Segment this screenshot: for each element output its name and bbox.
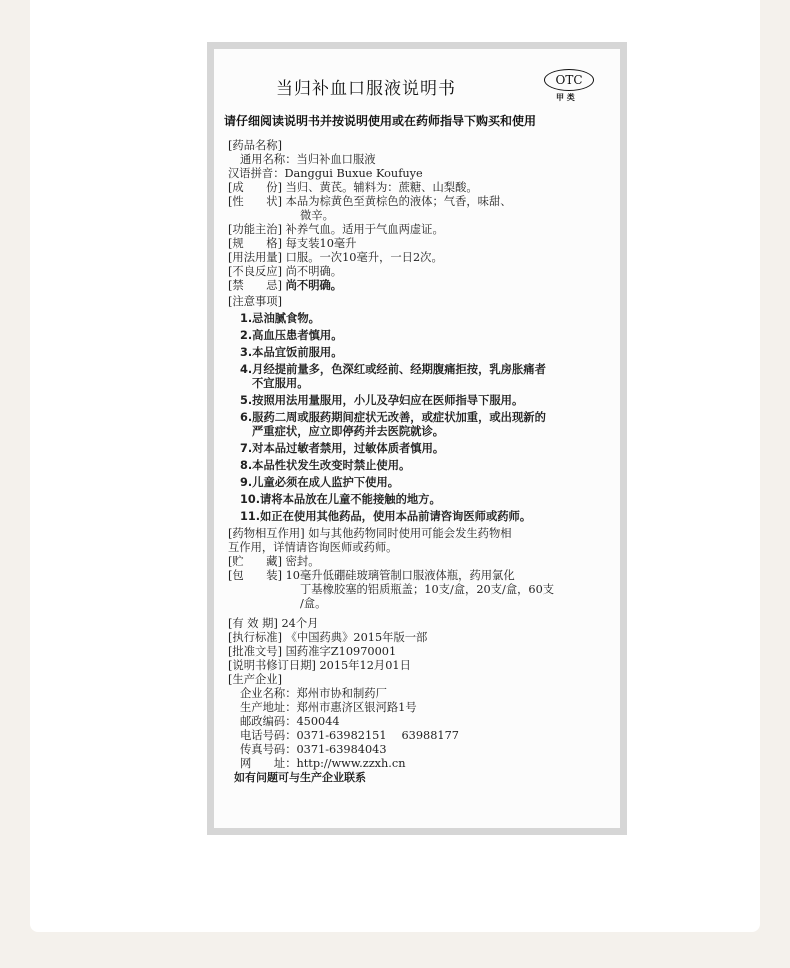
precaution-item-cont: 严重症状，应立即停药并去医院就诊。 bbox=[252, 425, 445, 438]
ingredients-row bbox=[228, 181, 623, 195]
usage-instruction: 请仔细阅读说明书并按说明使用或在药师指导下购买和使用 bbox=[224, 114, 537, 128]
specification-label: [规 格] bbox=[228, 237, 283, 250]
approval-label: [批准文号] bbox=[228, 645, 283, 658]
package-value-cont2: /盒。 bbox=[300, 597, 327, 610]
footer-note: 如有问题可与生产企业联系 bbox=[234, 771, 366, 784]
approval-value: 国药准字Z10970001 bbox=[285, 645, 397, 658]
company-name: 企业名称：郑州市协和制药厂 bbox=[240, 687, 387, 700]
ingredients-value: 当归、黄芪。辅料为：蔗糖、山梨酸。 bbox=[285, 181, 478, 194]
contraindications-row bbox=[228, 279, 623, 293]
leaflet-body bbox=[228, 139, 623, 785]
validity-value: 24个月 bbox=[281, 617, 319, 630]
specification-value: 每支装10毫升 bbox=[285, 237, 357, 250]
content-card bbox=[30, 0, 760, 932]
package-row bbox=[228, 569, 623, 583]
properties-row bbox=[228, 195, 623, 209]
precaution-item-cont: 不宜服用。 bbox=[252, 377, 309, 390]
storage-label: [贮 藏] bbox=[228, 555, 283, 568]
adverse-value: 尚不明确。 bbox=[285, 265, 343, 278]
storage-row bbox=[228, 555, 623, 569]
precaution-item: 7.对本品过敏者禁用，过敏体质者慎用。 bbox=[240, 442, 445, 455]
phone: 电话号码：0371-63982151 63988177 bbox=[240, 729, 459, 742]
precaution-item: 4.月经提前量多，色深红或经前、经期腹痛拒按，乳房胀痛者 bbox=[240, 363, 546, 376]
precaution-item: 5.按照用法用量服用，小儿及孕妇应在医师指导下服用。 bbox=[240, 394, 524, 407]
otc-badge bbox=[544, 69, 596, 102]
properties-value-cont: 微辛。 bbox=[300, 209, 334, 222]
precautions-list bbox=[228, 312, 623, 524]
ingredients-label: [成 份] bbox=[228, 181, 283, 194]
drug-name-header: [药品名称] bbox=[228, 139, 283, 152]
validity-row bbox=[228, 617, 623, 631]
postcode: 邮政编码：450044 bbox=[240, 715, 340, 728]
dosage-value: 口服。一次10毫升，一日2次。 bbox=[285, 251, 443, 264]
precaution-item: 11.如正在使用其他药品，使用本品前请咨询医师或药师。 bbox=[240, 510, 532, 523]
website: 网 址：http://www.zzxh.cn bbox=[240, 757, 406, 770]
indications-row bbox=[228, 223, 623, 237]
adverse-row bbox=[228, 265, 623, 279]
otc-mark: OTC bbox=[544, 69, 594, 91]
dosage-row bbox=[228, 251, 623, 265]
revision-value: 2015年12月01日 bbox=[319, 659, 411, 672]
precaution-item: 10.请将本品放在儿童不能接触的地方。 bbox=[240, 493, 441, 506]
package-value: 10毫升低硼硅玻璃管制口服液体瓶，药用氯化 bbox=[285, 569, 515, 582]
leaflet-scan bbox=[207, 42, 627, 835]
precautions-header: [注意事项] bbox=[228, 295, 283, 308]
storage-value: 密封。 bbox=[285, 555, 320, 568]
interactions-value-cont: 互作用，详情请咨询医师或药师。 bbox=[228, 541, 398, 554]
precaution-item: 9.儿童必须在成人监护下使用。 bbox=[240, 476, 400, 489]
pinyin-name: 汉语拼音：Danggui Buxue Koufuye bbox=[228, 167, 423, 180]
validity-label: [有 效 期] bbox=[228, 617, 278, 630]
revision-row bbox=[228, 659, 623, 673]
standard-row bbox=[228, 631, 623, 645]
approval-row bbox=[228, 645, 623, 659]
interactions-row bbox=[228, 527, 623, 541]
contraindications-value: 尚不明确。 bbox=[285, 279, 343, 292]
standard-value: 《中国药典》2015年版一部 bbox=[285, 631, 428, 644]
package-value-cont: 丁基橡胶塞的铝质瓶盖；10支/盒，20支/盒，60支 bbox=[300, 583, 555, 596]
precaution-item: 1.忌油腻食物。 bbox=[240, 312, 320, 325]
precaution-item: 2.高血压患者慎用。 bbox=[240, 329, 343, 342]
leaflet-paper bbox=[214, 49, 620, 828]
revision-label: [说明书修订日期] bbox=[228, 659, 316, 672]
properties-value: 本品为棕黄色至黄棕色的液体；气香，味甜、 bbox=[285, 195, 512, 208]
package-label: [包 装] bbox=[228, 569, 283, 582]
manufacturer-header: [生产企业] bbox=[228, 673, 283, 686]
properties-label: [性 状] bbox=[228, 195, 283, 208]
adverse-label: [不良反应] bbox=[228, 265, 283, 278]
otc-class: 甲 类 bbox=[556, 93, 575, 102]
standard-label: [执行标准] bbox=[228, 631, 283, 644]
specification-row bbox=[228, 237, 623, 251]
precaution-item: 3.本品宜饭前服用。 bbox=[240, 346, 343, 359]
interactions-label: [药物相互作用] bbox=[228, 527, 305, 540]
generic-name: 通用名称：当归补血口服液 bbox=[240, 153, 376, 166]
precaution-item: 6.服药二周或服药期间症状无改善，或症状加重，或出现新的 bbox=[240, 411, 546, 424]
contraindications-label: [禁 忌] bbox=[228, 279, 283, 292]
leaflet-title: 当归补血口服液说明书 bbox=[276, 79, 456, 99]
company-address: 生产地址：郑州市惠济区银河路1号 bbox=[240, 701, 417, 714]
dosage-label: [用法用量] bbox=[228, 251, 283, 264]
indications-value: 补养气血。适用于气血两虚证。 bbox=[285, 223, 444, 236]
precaution-item: 8.本品性状发生改变时禁止使用。 bbox=[240, 459, 411, 472]
interactions-value: 如与其他药物同时使用可能会发生药物相 bbox=[308, 527, 512, 540]
fax: 传真号码：0371-63984043 bbox=[240, 743, 387, 756]
indications-label: [功能主治] bbox=[228, 223, 283, 236]
